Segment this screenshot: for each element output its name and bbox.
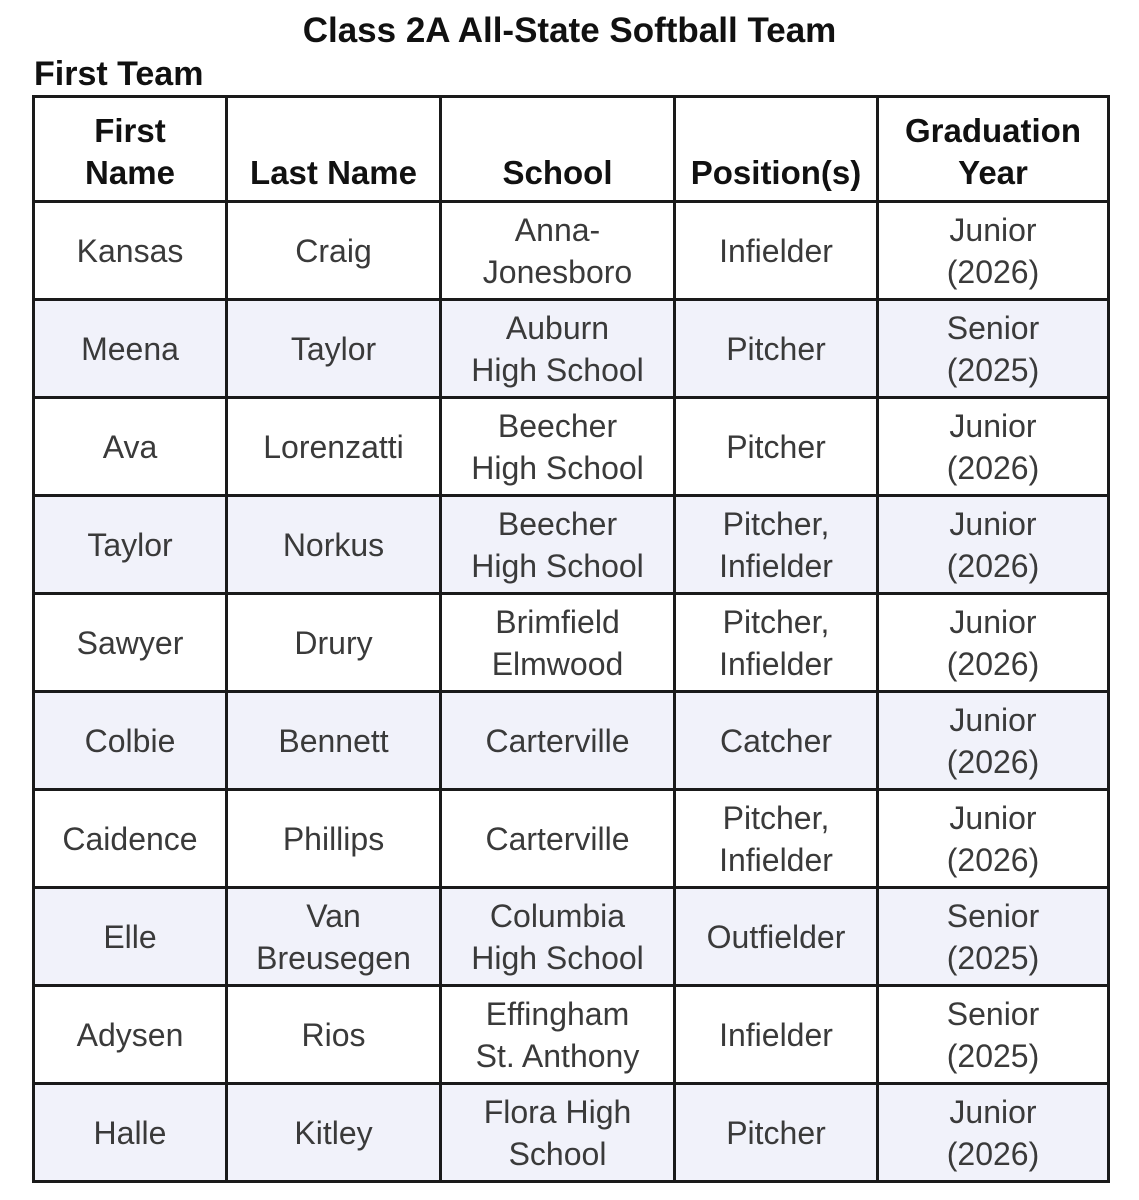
table-row <box>34 790 1109 888</box>
cell-graduation-year: Junior (2026) <box>878 398 1109 496</box>
cell-last-name: Rios <box>227 986 441 1084</box>
cell-graduation-year: Junior (2026) <box>878 202 1109 300</box>
cell-first-name: Caidence <box>34 790 227 888</box>
cell-first-name: Adysen <box>34 986 227 1084</box>
cell-graduation-year: Junior (2026) <box>878 790 1109 888</box>
cell-positions: Catcher <box>675 692 878 790</box>
cell-first-name: Sawyer <box>34 594 227 692</box>
cell-graduation-year: Senior (2025) <box>878 888 1109 986</box>
cell-school: Carterville <box>441 692 675 790</box>
cell-positions: Pitcher <box>675 398 878 496</box>
cell-last-name: Phillips <box>227 790 441 888</box>
header-first-name: First Name <box>34 97 227 202</box>
cell-positions: Pitcher, Infielder <box>675 496 878 594</box>
cell-positions: Outfielder <box>675 888 878 986</box>
cell-school: Beecher High School <box>441 398 675 496</box>
cell-positions: Infielder <box>675 986 878 1084</box>
header-school: School <box>441 97 675 202</box>
table-row <box>34 888 1109 986</box>
cell-school: Carterville <box>441 790 675 888</box>
cell-positions: Pitcher <box>675 300 878 398</box>
table-row <box>34 594 1109 692</box>
cell-graduation-year: Senior (2025) <box>878 300 1109 398</box>
cell-graduation-year: Junior (2026) <box>878 692 1109 790</box>
roster-table <box>32 95 1110 1183</box>
cell-positions: Pitcher <box>675 1084 878 1182</box>
cell-school: Beecher High School <box>441 496 675 594</box>
cell-last-name: Lorenzatti <box>227 398 441 496</box>
cell-school: Flora High School <box>441 1084 675 1182</box>
cell-school: Auburn High School <box>441 300 675 398</box>
cell-school: Columbia High School <box>441 888 675 986</box>
table-row <box>34 202 1109 300</box>
cell-first-name: Colbie <box>34 692 227 790</box>
cell-last-name: Bennett <box>227 692 441 790</box>
table-row <box>34 986 1109 1084</box>
page-title: Class 2A All-State Softball Team <box>302 11 837 50</box>
cell-graduation-year: Junior (2026) <box>878 496 1109 594</box>
header-graduation-year: Graduation Year <box>878 97 1109 202</box>
cell-first-name: Elle <box>34 888 227 986</box>
cell-school: Brimfield Elmwood <box>441 594 675 692</box>
cell-graduation-year: Senior (2025) <box>878 986 1109 1084</box>
cell-last-name: Kitley <box>227 1084 441 1182</box>
section-title: First Team <box>34 55 204 93</box>
cell-first-name: Halle <box>34 1084 227 1182</box>
cell-positions: Pitcher, Infielder <box>675 594 878 692</box>
cell-last-name: Van Breusegen <box>227 888 441 986</box>
table-header <box>34 97 1109 202</box>
table-row <box>34 496 1109 594</box>
cell-graduation-year: Junior (2026) <box>878 1084 1109 1182</box>
cell-school: Effingham St. Anthony <box>441 986 675 1084</box>
table-row <box>34 692 1109 790</box>
cell-first-name: Ava <box>34 398 227 496</box>
header-row <box>34 97 1109 202</box>
cell-positions: Pitcher, Infielder <box>675 790 878 888</box>
cell-positions: Infielder <box>675 202 878 300</box>
cell-graduation-year: Junior (2026) <box>878 594 1109 692</box>
cell-last-name: Norkus <box>227 496 441 594</box>
table-body <box>34 202 1109 1182</box>
cell-first-name: Meena <box>34 300 227 398</box>
cell-last-name: Drury <box>227 594 441 692</box>
cell-school: Anna- Jonesboro <box>441 202 675 300</box>
table-row <box>34 1084 1109 1182</box>
header-last-name: Last Name <box>227 97 441 202</box>
cell-first-name: Taylor <box>34 496 227 594</box>
cell-first-name: Kansas <box>34 202 227 300</box>
header-positions: Position(s) <box>675 97 878 202</box>
cell-last-name: Taylor <box>227 300 441 398</box>
cell-last-name: Craig <box>227 202 441 300</box>
table-row <box>34 300 1109 398</box>
table-row <box>34 398 1109 496</box>
